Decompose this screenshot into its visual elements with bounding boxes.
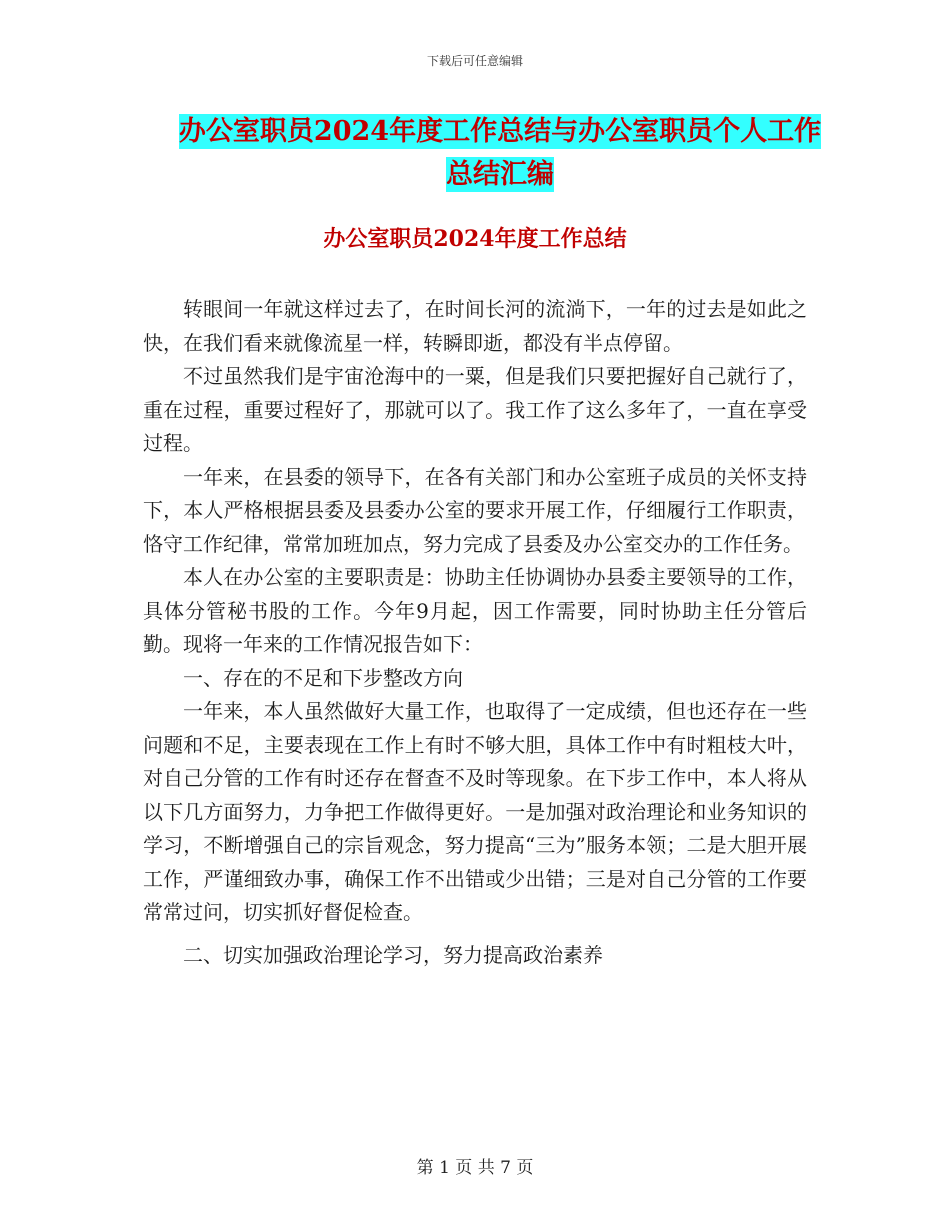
paragraph: 转眼间一年就这样过去了，在时间长河的流淌下，一年的过去是如此之快，在我们看来就像流星一样，转瞬即逝，都没有半点停留。 bbox=[143, 297, 807, 355]
page-header-note: 下载后可任意编辑 bbox=[426, 54, 523, 68]
paragraph: 不过虽然我们是宇宙沧海中的一粟，但是我们只要把握好自己就行了，重在过程，重要过程好了，那就可以了。我工作了这么多年了，一直在享受过程。 bbox=[143, 364, 807, 455]
section-heading: 二、切实加强政治理论学习，努力提高政治素养 bbox=[183, 942, 603, 967]
page-number: 第 1 页 共 7 页 bbox=[416, 1158, 534, 1178]
title-line-2: 总结汇编 bbox=[446, 159, 554, 190]
document-body bbox=[143, 293, 807, 972]
title-line-1: 办公室职员2024年度工作总结与办公室职员个人工作 bbox=[178, 116, 822, 147]
document-title bbox=[140, 110, 860, 196]
section-heading: 一、存在的不足和下步整改方向 bbox=[183, 665, 463, 690]
paragraph: 一年来，本人虽然做好大量工作，也取得了一定成绩，但也还存在一些问题和不足，主要表现在工作上有时不够大胆，具体工作中有时粗枝大叶，对自己分管的工作有时还存在督查不及时等现象。在下步工作中，本人将从以下几方面努力，力争把工作做得更好。一是加强对政治理论和业务知识的学习，不断增强自己的宗旨观念，努力提高“三为”服务本领；二是大胆开展工作，严谨细致办事，确保工作不出错或少出错；三是对自己分管的工作要常常过问，切实抓好督促检查。 bbox=[143, 699, 807, 924]
section-title: 办公室职员2024年度工作总结 bbox=[323, 226, 627, 252]
paragraph: 本人在办公室的主要职责是：协助主任协调协办县委主要领导的工作，具体分管秘书股的工作。今年9月起，因工作需要，同时协助主任分管后勤。现将一年来的工作情况报告如下： bbox=[143, 565, 807, 656]
paragraph: 一年来，在县委的领导下，在各有关部门和办公室班子成员的关怀支持下，本人严格根据县委及县委办公室的要求开展工作，仔细履行工作职责，恪守工作纪律，常常加班加点，努力完成了县委及办公室交办的工作任务。 bbox=[143, 464, 807, 556]
